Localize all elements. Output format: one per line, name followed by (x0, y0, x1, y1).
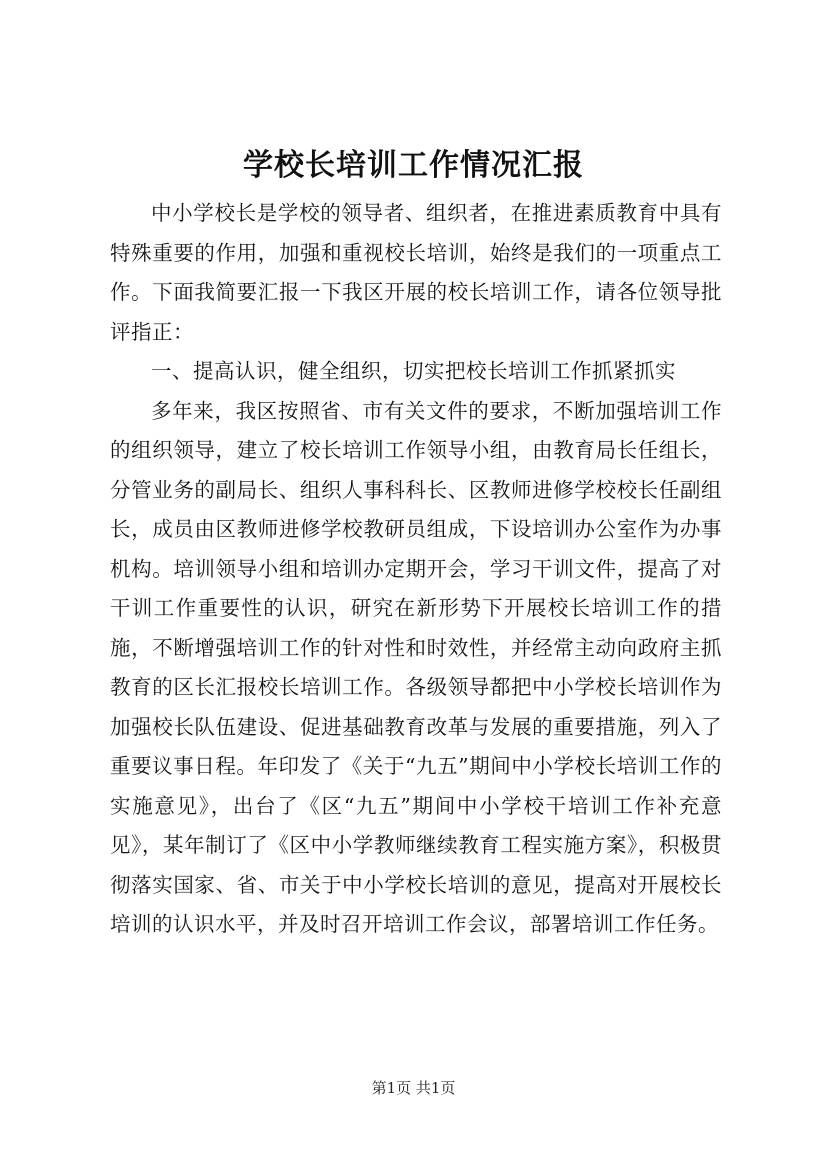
section-heading: 一、提高认识，健全组织，切实把校长培训工作抓紧抓实 (151, 359, 676, 383)
intro-paragraph: 中小学校长是学校的领导者、组织者，在推进素质教育中具有特殊重要的作用，加强和重视校长培训，始终是我们的一项重点工作。下面我简要汇报一下我区开展的校长培训工作，请各位领导批评指正： (110, 201, 722, 344)
document-title: 学校长培训工作情况汇报 (243, 148, 584, 183)
document-body (110, 194, 722, 945)
body-paragraph: 多年来，我区按照省、市有关文件的要求，不断加强培训工作的组织领导，建立了校长培训工作领导小组，由教育局长任组长，分管业务的副局长、组织人事科科长、区教师进修学校校长任副组长，成员由区教师进修学校教研员组成，下设培训办公室作为办事机构。培训领导小组和培训办定期开会，学习干训文件，提高了对干训工作重要性的认识，研究在新形势下开展校长培训工作的措施，不断增强培训工作的针对性和时效性，并经常主动向政府主抓教育的区长汇报校长培训工作。各级领导都把中小学校长培训作为加强校长队伍建设、促进基础教育改革与发展的重要措施，列入了重要议事日程。年印发了《关于“九五”期间中小学校长培训工作的实施意见》，出台了《区“九五”期间中小学校干培训工作补充意见》，某年制订了《区中小学教师继续教育工程实施方案》，积极贯彻落实国家、省、市关于中小学校长培训的意见，提高对开展校长培训的认识水平，并及时召开培训工作会议，部署培训工作任务。 (110, 398, 722, 936)
page-footer: 第1页 共1页 (371, 1079, 456, 1097)
